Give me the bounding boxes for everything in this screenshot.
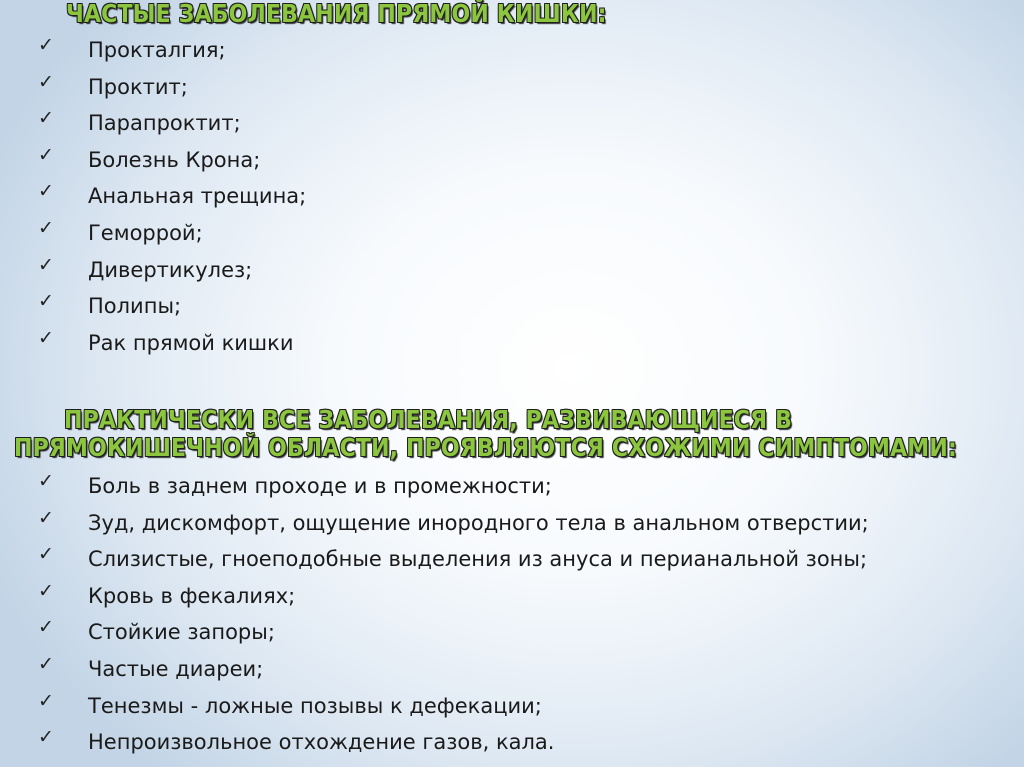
checkmark-icon: ✓ bbox=[38, 180, 54, 203]
list-item: ✓ Тенезмы - ложные позывы к дефекации; bbox=[38, 689, 542, 718]
list-item: ✓ Болезнь Крона; bbox=[38, 143, 261, 172]
checkmark-icon: ✓ bbox=[38, 652, 54, 675]
symptoms-list bbox=[38, 472, 869, 765]
list-item: ✓ Частые диареи; bbox=[38, 652, 264, 681]
list-item: ✓ Рак прямой кишки bbox=[38, 326, 294, 355]
checkmark-icon: ✓ bbox=[38, 726, 54, 749]
checkmark-icon: ✓ bbox=[38, 34, 54, 56]
list-item: ✓ Слизистые, гноеподобные выделения из ануса и перианальной зоны; bbox=[38, 543, 868, 572]
list-item: ✓ Прокталгия; bbox=[38, 34, 226, 62]
list-item: ✓ Дивертикулез; bbox=[38, 253, 253, 282]
list-item: ✓ Непроизвольное отхождение газов, кала. bbox=[38, 726, 555, 755]
checkmark-icon: ✓ bbox=[38, 253, 54, 276]
checkmark-icon: ✓ bbox=[38, 143, 54, 166]
list-item: ✓ Геморрой; bbox=[38, 216, 203, 245]
checkmark-icon: ✓ bbox=[38, 290, 54, 313]
list-item: ✓ Проктит; bbox=[38, 70, 188, 99]
checkmark-icon: ✓ bbox=[38, 216, 54, 239]
heading-symptoms-line2: ПРЯМОКИШЕЧНОЙ ОБЛАСТИ, ПРОЯВЛЯЮТСЯ СХОЖИМИ СИМПТОМАМИ: bbox=[14, 433, 957, 462]
checkmark-icon: ✓ bbox=[38, 543, 54, 566]
checkmark-icon: ✓ bbox=[38, 689, 54, 712]
list-item: ✓ Стойкие запоры; bbox=[38, 616, 275, 645]
checkmark-icon: ✓ bbox=[38, 70, 54, 93]
heading-symptoms-line1: ПРАКТИЧЕСКИ ВСЕ ЗАБОЛЕВАНИЯ, РАЗВИВАЮЩИЕСЯ В bbox=[64, 405, 793, 434]
checkmark-icon: ✓ bbox=[38, 326, 54, 349]
heading-common-diseases: ЧАСТЫЕ ЗАБОЛЕВАНИЯ ПРЯМОЙ КИШКИ: bbox=[66, 0, 607, 28]
checkmark-icon: ✓ bbox=[38, 506, 54, 529]
list-item: ✓ Боль в заднем проходе и в промежности; bbox=[38, 470, 552, 498]
checkmark-icon: ✓ bbox=[38, 579, 54, 602]
checkmark-icon: ✓ bbox=[38, 470, 54, 492]
list-item: ✓ Зуд, дискомфорт, ощущение инородного тела в анальном отверстии; bbox=[38, 506, 869, 535]
list-item: ✓ Кровь в фекалиях; bbox=[38, 579, 296, 608]
list-item: ✓ Полипы; bbox=[38, 290, 182, 319]
checkmark-icon: ✓ bbox=[38, 107, 54, 130]
list-item: ✓ Анальная трещина; bbox=[38, 180, 307, 209]
checkmark-icon: ✓ bbox=[38, 616, 54, 639]
diseases-list bbox=[38, 36, 306, 365]
list-item: ✓ Парапроктит; bbox=[38, 107, 241, 136]
